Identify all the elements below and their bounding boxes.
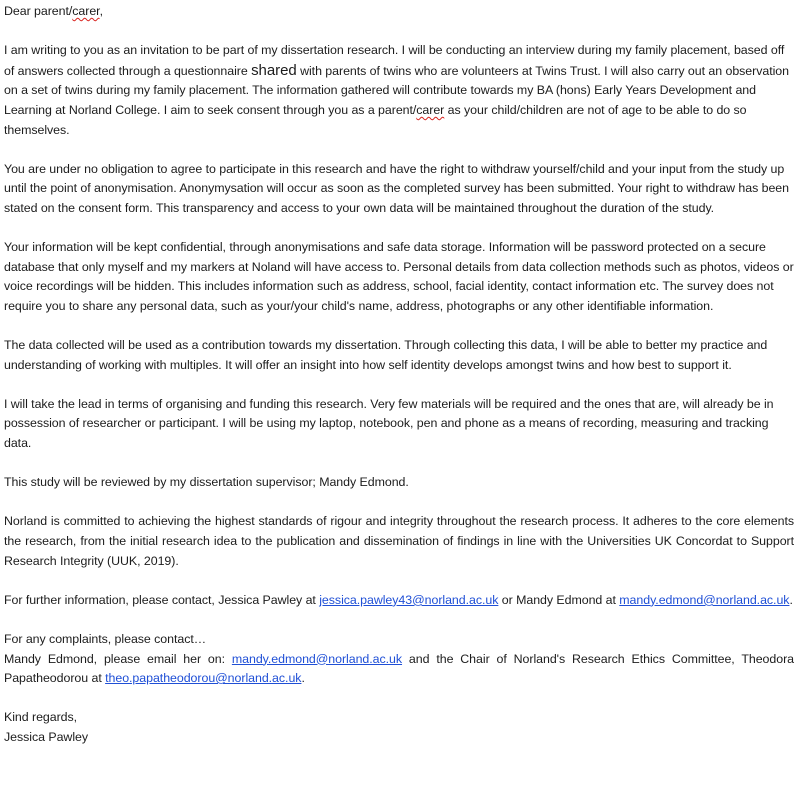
greeting-suffix: ,	[99, 4, 103, 18]
greeting-prefix: Dear parent/	[4, 4, 73, 18]
paragraph-invitation-misspelled-word: carer	[416, 102, 445, 117]
paragraph-complaints	[4, 650, 794, 689]
signoff-closing: Kind regards,	[4, 710, 78, 725]
paragraph-further-information	[4, 591, 794, 611]
complaints-text-b: and the Chair of Norland's Research Ethics Committee, Theodora Papatheodorou at	[4, 651, 794, 686]
further-info-text-a: For further information, please contact, Jessica Pawley at	[4, 592, 320, 607]
paragraph-supervisor: This study will be reviewed by my dissertation supervisor; Mandy Edmond.	[4, 475, 409, 490]
email-link-mandy[interactable]: mandy.edmond@norland.ac.uk	[619, 592, 790, 607]
further-info-text-b: or Mandy Edmond at	[498, 592, 620, 607]
paragraph-invitation-text-c: as your child/children are not of age to be able to do so themselves.	[4, 102, 747, 137]
email-link-jessica[interactable]: jessica.pawley43@norland.ac.uk	[319, 592, 499, 607]
paragraph-invitation-text-b: with parents of twins who are volunteers at Twins Trust. I will also carry out an observation on a set of twins during my family placement. The information gathered will contribute towards my BA (hons) Early Years Development and Learning at Norland College. I aim to seek consent through you as a parent/	[4, 63, 789, 117]
paragraph-resources: I will take the lead in terms of organising and funding this research. Very few materials will be required and the ones that are, will already be in possession of researcher or participant. I will be using my laptop, notebook, pen and phone as a means of recording, measuring and tracking data.	[4, 396, 774, 451]
email-link-theodora[interactable]: theo.papatheodorou@norland.ac.uk	[105, 671, 302, 686]
complaints-text-c: .	[301, 671, 305, 686]
paragraph-invitation-text-a: I am writing to you as an invitation to be part of my dissertation research. I will be conducting an interview during my family placement, based off of answers collected through a questionnaire	[4, 43, 785, 78]
paragraph-no-obligation: You are under no obligation to agree to participate in this research and have the right to withdraw yourself/child and your input from the study up until the point of anonymisation. Anonymysation will occur as soon as the completed survey has been submitted. Your right to withdraw has been stated on the consent form. This transparency and access to your own data will be maintained throughout the duration of the study.	[4, 161, 789, 215]
greeting	[4, 2, 794, 22]
paragraph-integrity: Norland is committed to achieving the highest standards of rigour and integrity throughout the research process. It adheres to the core elements the research, from the initial research idea to the publication and dissemination of findings in line with the Universities UK Concordat to Support Research Integrity (UUK, 2019).	[4, 514, 794, 568]
letter-document	[4, 2, 794, 748]
greeting-misspelled-word: carer	[72, 4, 100, 18]
email-link-mandy-complaints[interactable]: mandy.edmond@norland.ac.uk	[231, 651, 403, 666]
paragraph-data-use: The data collected will be used as a contribution towards my dissertation. Through collecting this data, I will be able to better my practice and understanding of working with multiples. It will offer an insight into how self identity develops amongst twins and how best to support it.	[4, 338, 768, 372]
paragraph-invitation	[4, 41, 794, 140]
paragraph-invitation-shared-word: shared	[251, 61, 297, 79]
complaints-text-a: Mandy Edmond, please email her on:	[4, 651, 232, 666]
signoff-name: Jessica Pawley	[4, 729, 89, 744]
paragraph-confidentiality: Your information will be kept confidential, through anonymisations and safe data storage. Information will be password protected on a secure database that only myself and my markers at Noland will have access to. Personal details from data collection methods such as photos, videos or voice recordings will be hidden. This includes information such as address, school, facial identity, contact information etc. The survey does not require you to share any personal data, such as your/your child's name, address, photographs or any other identifiable information.	[4, 240, 794, 313]
complaints-heading: For any complaints, please contact…	[4, 632, 207, 646]
further-info-text-c: .	[789, 592, 793, 607]
